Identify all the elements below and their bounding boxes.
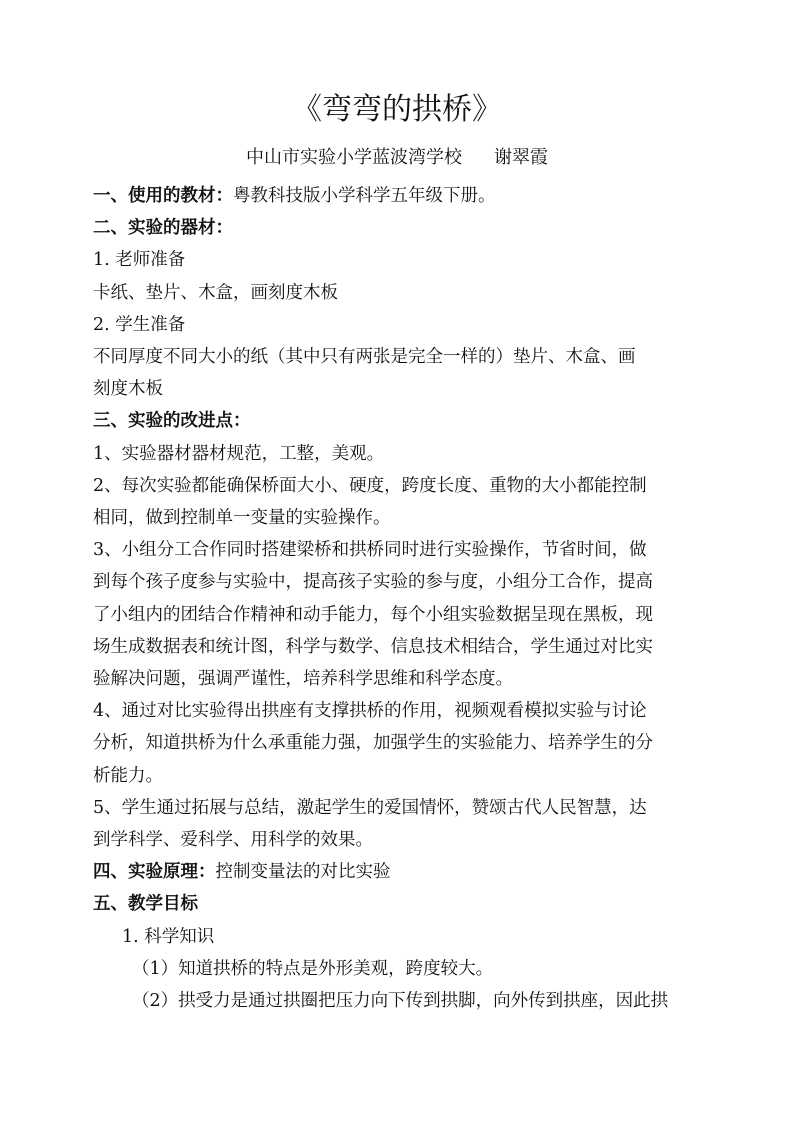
improvement-1: 1、实验器材器材规范，工整，美观。: [93, 443, 385, 464]
section-2-heading: 二、实验的器材：: [93, 218, 233, 239]
improvement-5-line-2: 到学科学、爱科学、用科学的效果。: [93, 830, 373, 851]
student-items-line-1: 不同厚度不同大小的纸（其中只有两张是完全一样的）垫片、木盒、画: [93, 347, 636, 368]
section-4-heading: 四、实验原理：: [93, 862, 216, 883]
objective-subheading: 1. 科学知识: [122, 926, 215, 947]
improvement-3-line-1: 3、小组分工合作同时搭建梁桥和拱桥同时进行实验操作，节省时间，做: [93, 540, 647, 561]
improvement-2-line-1: 2、每次实验都能确保桥面大小、硬度，跨度长度、重物的大小都能控制: [93, 475, 647, 496]
student-items-line-2: 刻度木板: [93, 379, 163, 400]
page-title: 《弯弯的拱桥》: [292, 92, 502, 127]
section-4: [93, 856, 697, 888]
section-4-text: 控制变量法的对比实验: [215, 862, 391, 883]
objective-item-2: （2）拱受力是通过拱圈把压力向下传到拱脚，向外传到拱座，因此拱: [132, 991, 669, 1012]
objective-item-1: （1）知道拱桥的特点是外形美观，跨度较大。: [132, 958, 494, 979]
section-1-heading: 一、使用的教材：: [93, 186, 233, 206]
section-5-heading: 五、教学目标: [93, 894, 198, 915]
author-line: [0, 144, 794, 172]
improvement-2-line-2: 相同，做到控制单一变量的实验操作。: [93, 508, 391, 529]
improvement-4-line-3: 析能力。: [93, 765, 163, 786]
author-name: 谢翠霞: [494, 147, 548, 168]
improvement-3-line-3: 了小组内的团结合作精神和动手能力，每个小组实验数据呈现在黑板，现: [93, 604, 653, 625]
improvement-4-line-1: 4、通过对比实验得出拱座有支撑拱桥的作用，视频观看模拟实验与讨论: [93, 701, 647, 722]
student-label: 2. 学生准备: [93, 314, 186, 335]
document-body: [93, 180, 697, 1017]
teacher-items: 卡纸、垫片、木盒，画刻度木板: [93, 282, 338, 303]
improvement-3-line-4: 场生成数据表和统计图，科学与数学、信息技术相结合，学生通过对比实: [93, 636, 653, 657]
improvement-5-line-1: 5、学生通过拓展与总结，激起学生的爱国情怀，赞颂古代人民智慧，达: [93, 797, 647, 818]
teacher-label: 1. 老师准备: [93, 250, 186, 271]
improvement-3-line-2: 到每个孩子度参与实验中，提高孩子实验的参与度，小组分工合作，提高: [93, 572, 653, 593]
school-name: 中山市实验小学蓝波湾学校: [246, 147, 462, 168]
section-1-text: 粤教科技版小学科学五年级下册。: [233, 186, 496, 206]
section-1: [93, 180, 697, 212]
improvement-3-line-5: 验解决问题，强调严谨性，培养科学思维和科学态度。: [93, 669, 513, 690]
section-3-heading: 三、实验的改进点：: [93, 411, 251, 432]
improvement-4-line-2: 分析，知道拱桥为什么承重能力强，加强学生的实验能力、培养学生的分: [93, 733, 653, 754]
